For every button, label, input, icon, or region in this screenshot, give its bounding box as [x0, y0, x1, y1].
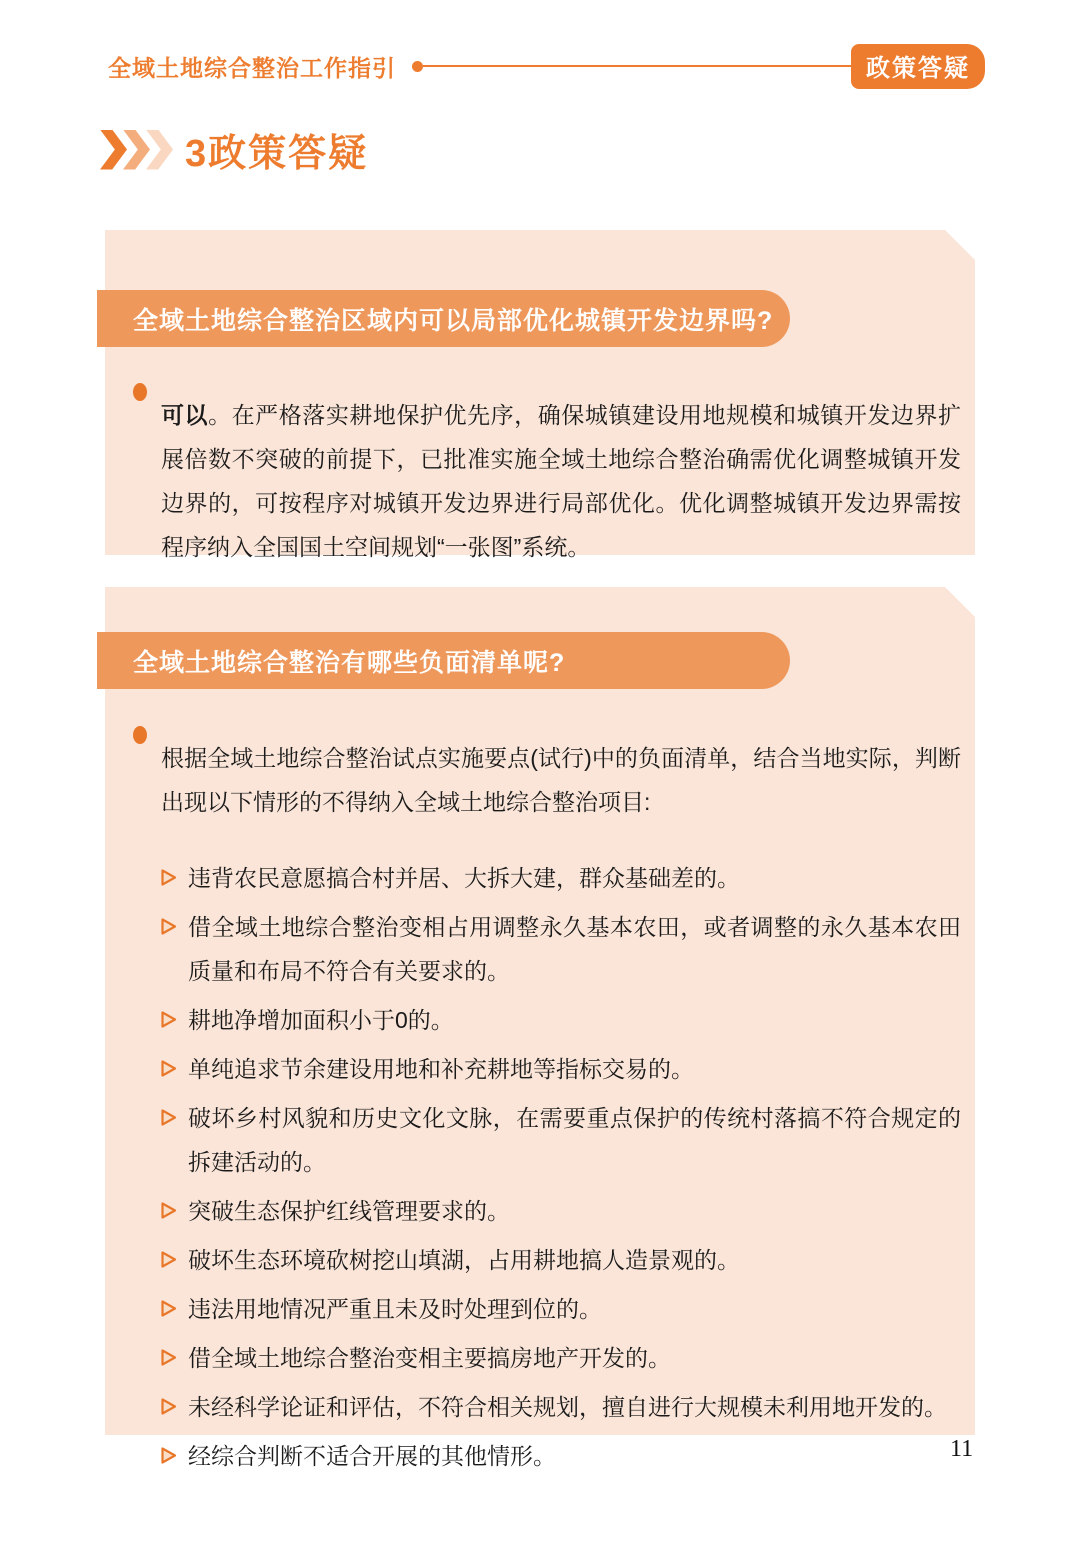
- list-item: [160, 1238, 961, 1282]
- page-number: 11: [950, 1436, 974, 1462]
- item-text: 违背农民意愿搞合村并居、大拆大建，群众基础差的。: [188, 865, 740, 891]
- item-text: 破坏乡村风貌和历史文化文脉，在需要重点保护的传统村落搞不符合规定的拆建活动的。: [188, 1105, 961, 1175]
- question-text: 全域土地综合整治有哪些负面清单呢?: [133, 648, 566, 677]
- negative-list: [160, 856, 961, 1478]
- chevron-right-icon: [100, 130, 127, 170]
- chevron-right-icon: [146, 130, 173, 170]
- question-banner: [97, 632, 790, 689]
- question-banner: [97, 290, 790, 347]
- arrowhead-right-icon: [160, 1059, 178, 1078]
- chevron-right-icon: [123, 130, 150, 170]
- list-item: [160, 905, 961, 993]
- card-content: [105, 230, 975, 592]
- section-badge: 政策答疑: [851, 44, 985, 89]
- arrowhead-right-icon: [160, 1250, 178, 1269]
- section-title: 3政策答疑: [185, 133, 369, 175]
- item-text: 借全域土地综合整治变相占用调整永久基本农田，或者调整的永久基本农田质量和布局不符合有关要求的。: [188, 914, 961, 984]
- answer-emphasis: 可以: [161, 402, 209, 428]
- bullet-icon: [133, 383, 147, 401]
- list-item: [160, 998, 961, 1042]
- doc-title: 全域土地综合整治工作指引: [108, 54, 396, 81]
- answer-body: 。在严格落实耕地保护优先序，确保城镇建设用地规模和城镇开发边界扩展倍数不突破的前提下，已批准实施全域土地综合整治确需优化调整城镇开发边界的，可按程序对城镇开发边界进行局部优化。优化调整城镇开发边界需按程序纳入全国国土空间规划“一张图”系统。: [161, 402, 962, 560]
- item-text: 耕地净增加面积小于0的。: [188, 1007, 454, 1033]
- list-item: [160, 1047, 961, 1091]
- answer-text: [161, 393, 961, 569]
- item-text: 突破生态保护红线管理要求的。: [188, 1198, 510, 1224]
- arrowhead-right-icon: [160, 1108, 178, 1127]
- list-item: [160, 1189, 961, 1233]
- answer: [133, 370, 961, 592]
- dot-icon: [412, 61, 423, 72]
- arrowhead-right-icon: [160, 1446, 178, 1465]
- list-item: [160, 1385, 961, 1429]
- question-text: 全域土地综合整治区域内可以局部优化城镇开发边界吗?: [133, 306, 774, 335]
- item-text: 破坏生态环境砍树挖山填湖，占用耕地搞人造景观的。: [188, 1247, 740, 1273]
- answer-intro: 根据全域土地综合整治试点实施要点(试行)中的负面清单，结合当地实际，判断出现以下情形的不得纳入全域土地综合整治项目:: [161, 745, 961, 815]
- list-item: [160, 1096, 961, 1184]
- list-item: [160, 1336, 961, 1380]
- qa-card-1: [105, 230, 975, 560]
- item-text: 未经科学论证和评估，不符合相关规划，擅自进行大规模未利用地开发的。: [188, 1394, 947, 1420]
- section-title-row: [100, 122, 368, 177]
- arrowhead-right-icon: [160, 868, 178, 887]
- item-text: 单纯追求节余建设用地和补充耕地等指标交易的。: [188, 1056, 694, 1082]
- list-item: [160, 1434, 961, 1478]
- arrowhead-right-icon: [160, 917, 178, 936]
- header-rule: [423, 65, 851, 67]
- list-item: [160, 856, 961, 900]
- item-text: 违法用地情况严重且未及时处理到位的。: [188, 1296, 602, 1322]
- arrowhead-right-icon: [160, 1201, 178, 1220]
- triple-chevron-icon: [100, 130, 169, 170]
- arrowhead-right-icon: [160, 1397, 178, 1416]
- item-text: 经综合判断不适合开展的其他情形。: [188, 1443, 556, 1469]
- card-content: [105, 587, 975, 1478]
- bullet-icon: [133, 726, 147, 744]
- arrowhead-right-icon: [160, 1299, 178, 1318]
- arrowhead-right-icon: [160, 1010, 178, 1029]
- list-item: [160, 1287, 961, 1331]
- item-text: 借全域土地综合整治变相主要搞房地产开发的。: [188, 1345, 671, 1371]
- page-header: [108, 46, 985, 86]
- answer: [133, 713, 961, 847]
- arrowhead-right-icon: [160, 1348, 178, 1367]
